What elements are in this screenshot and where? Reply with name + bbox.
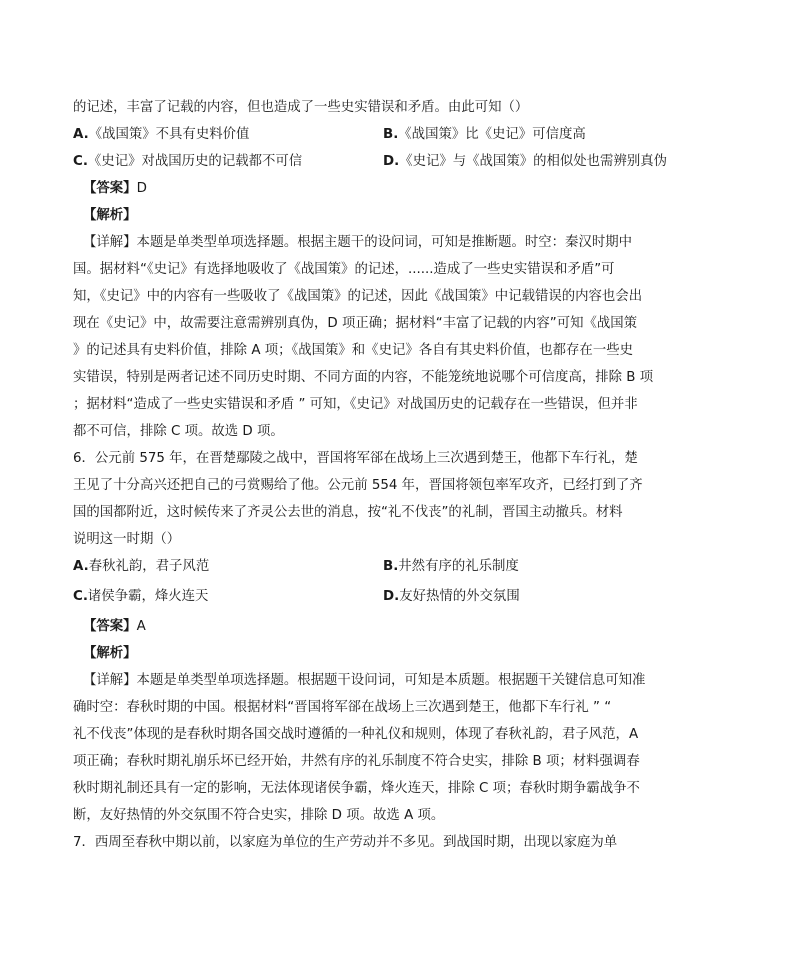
document-page [73, 94, 723, 856]
q6-detail-line: 确时空：春秋时期的中国。根据材料“晋国将军郤在战场上三次遇到楚王，他都下车行礼 ” “ [73, 700, 612, 715]
q5-options-row-2 [73, 148, 723, 175]
q6-option-a-text: 春秋礼韵，君子风范 [88, 559, 210, 574]
q6-option-c-text: 诸侯争霸，烽火连天 [87, 589, 209, 604]
q6-detail-line: 断，友好热情的外交氛围不符合史实，排除 D 项。故选 A 项。 [73, 808, 445, 823]
q6-detail-line: 项正确；春秋时期礼崩乐坏已经开始，井然有序的礼乐制度不符合史实，排除 B 项；材料强调春 [73, 754, 640, 769]
q6-detail-line: 礼不伐丧”体现的是春秋时期各国交战时遵循的一种礼仪和规则，体现了春秋礼韵，君子风范，A [73, 727, 639, 742]
q5-option-a-text: 《战国策》不具有史料价值 [88, 127, 250, 142]
q5-option-d[interactable] [383, 148, 667, 175]
q5-detail-line: 》的记述具有史料价值，排除 A 项；《战国策》和《史记》各自有其史料价值，也都存在一些史 [73, 343, 633, 358]
q6-stem-line: 说明这一时期（） [73, 532, 181, 547]
q6-option-a-letter: A. [73, 559, 89, 574]
q5-option-c[interactable] [73, 148, 302, 175]
q6-stem-line: 王见了十分高兴还把自己的弓赏赐给了他。公元前 554 年，晋国将领包率军攻齐，已经打到了齐 [73, 478, 643, 493]
q6-stem [73, 445, 723, 553]
q6-options-row-2 [73, 583, 723, 613]
q5-analysis-label: 【解析】 [83, 208, 137, 223]
q6-option-b-letter: B. [383, 559, 399, 574]
q6-option-b[interactable] [383, 553, 519, 580]
q5-option-b-text: 《战国策》比《史记》可信度高 [398, 127, 586, 142]
q5-option-d-text: 《史记》与《战国策》的相似处也需辨别真伪 [399, 154, 668, 169]
q5-detail-line: 现在《史记》中，故需要注意需辨别真伪，D 项正确；据材料“丰富了记载的内容”可知《战国策 [73, 316, 638, 331]
q6-detail-line: 秋时期礼制还具有一定的影响，无法体现诸侯争霸，烽火连天，排除 C 项；春秋时期争霸战争不 [73, 781, 640, 796]
q5-detail-line: ；据材料“造成了一些史实错误和矛盾 ” 可知，《史记》对战国历史的记载存在一些错误，但并非 [73, 397, 638, 412]
q5-option-a[interactable] [73, 121, 249, 148]
q5-option-a-letter: A. [73, 127, 89, 142]
q6-detail [73, 667, 723, 829]
q6-analysis-label: 【解析】 [83, 646, 137, 661]
q6-option-b-text: 井然有序的礼乐制度 [398, 559, 519, 574]
q5-detail-line: 国。据材料“《史记》有选择地吸收了《战国策》的记述，......造成了一些史实错误和矛盾”可 [73, 262, 615, 277]
q5-detail [73, 229, 723, 445]
q6-answer-value: A [136, 619, 146, 634]
q6-stem-line: 6．公元前 575 年，在晋楚鄢陵之战中，晋国将军郤在战场上三次遇到楚王，他都下车行礼，楚 [73, 451, 638, 466]
q7-stem-line: 7．西周至春秋中期以前，以家庭为单位的生产劳动并不多见。到战国时期，出现以家庭为单 [73, 835, 618, 850]
q5-option-b-letter: B. [383, 127, 399, 142]
q5-options-row-1 [73, 121, 723, 148]
q5-detail-line: 【详解】本题是单类型单项选择题。根据主题干的设问词，可知是推断题。时空：秦汉时期中 [83, 235, 633, 250]
q6-detail-line: 【详解】本题是单类型单项选择题。根据题干设问词，可知是本质题。根据题干关键信息可知准 [83, 673, 646, 688]
q5-detail-line: 知，《史记》中的内容有一些吸收了《战国策》的记述，因此《战国策》中记载错误的内容也会出 [73, 289, 643, 304]
q5-answer-label: 【答案】 [83, 181, 137, 196]
q5-option-b[interactable] [383, 121, 586, 148]
q5-option-c-text: 《史记》对战国历史的记载都不可信 [87, 154, 303, 169]
q6-option-c-letter: C. [73, 589, 88, 604]
q5-detail-line: 实错误，特别是两者记述不同历史时期、不同方面的内容，不能笼统地说哪个可信度高，排除 B 项 [73, 370, 654, 385]
q6-options-row-1 [73, 553, 723, 583]
q5-answer [73, 175, 723, 202]
q6-option-d-letter: D. [383, 589, 400, 604]
q6-option-d-text: 友好热情的外交氛围 [399, 589, 520, 604]
q6-answer [73, 613, 723, 640]
q5-stem-tail: 的记述，丰富了记载的内容，但也造成了一些史实错误和矛盾。由此可知（） [73, 100, 529, 115]
q6-option-c[interactable] [73, 583, 208, 610]
q6-answer-label: 【答案】 [83, 619, 137, 634]
q5-option-d-letter: D. [383, 154, 400, 169]
q5-option-c-letter: C. [73, 154, 88, 169]
q6-option-a[interactable] [73, 553, 209, 580]
q5-detail-line: 都不可信，排除 C 项。故选 D 项。 [73, 424, 284, 439]
q6-option-d[interactable] [383, 583, 520, 610]
q5-answer-value: D [136, 181, 147, 196]
q6-stem-line: 国的国都附近，这时候传来了齐灵公去世的消息，按“礼不伐丧”的礼制，晋国主动撤兵。材料 [73, 505, 623, 520]
